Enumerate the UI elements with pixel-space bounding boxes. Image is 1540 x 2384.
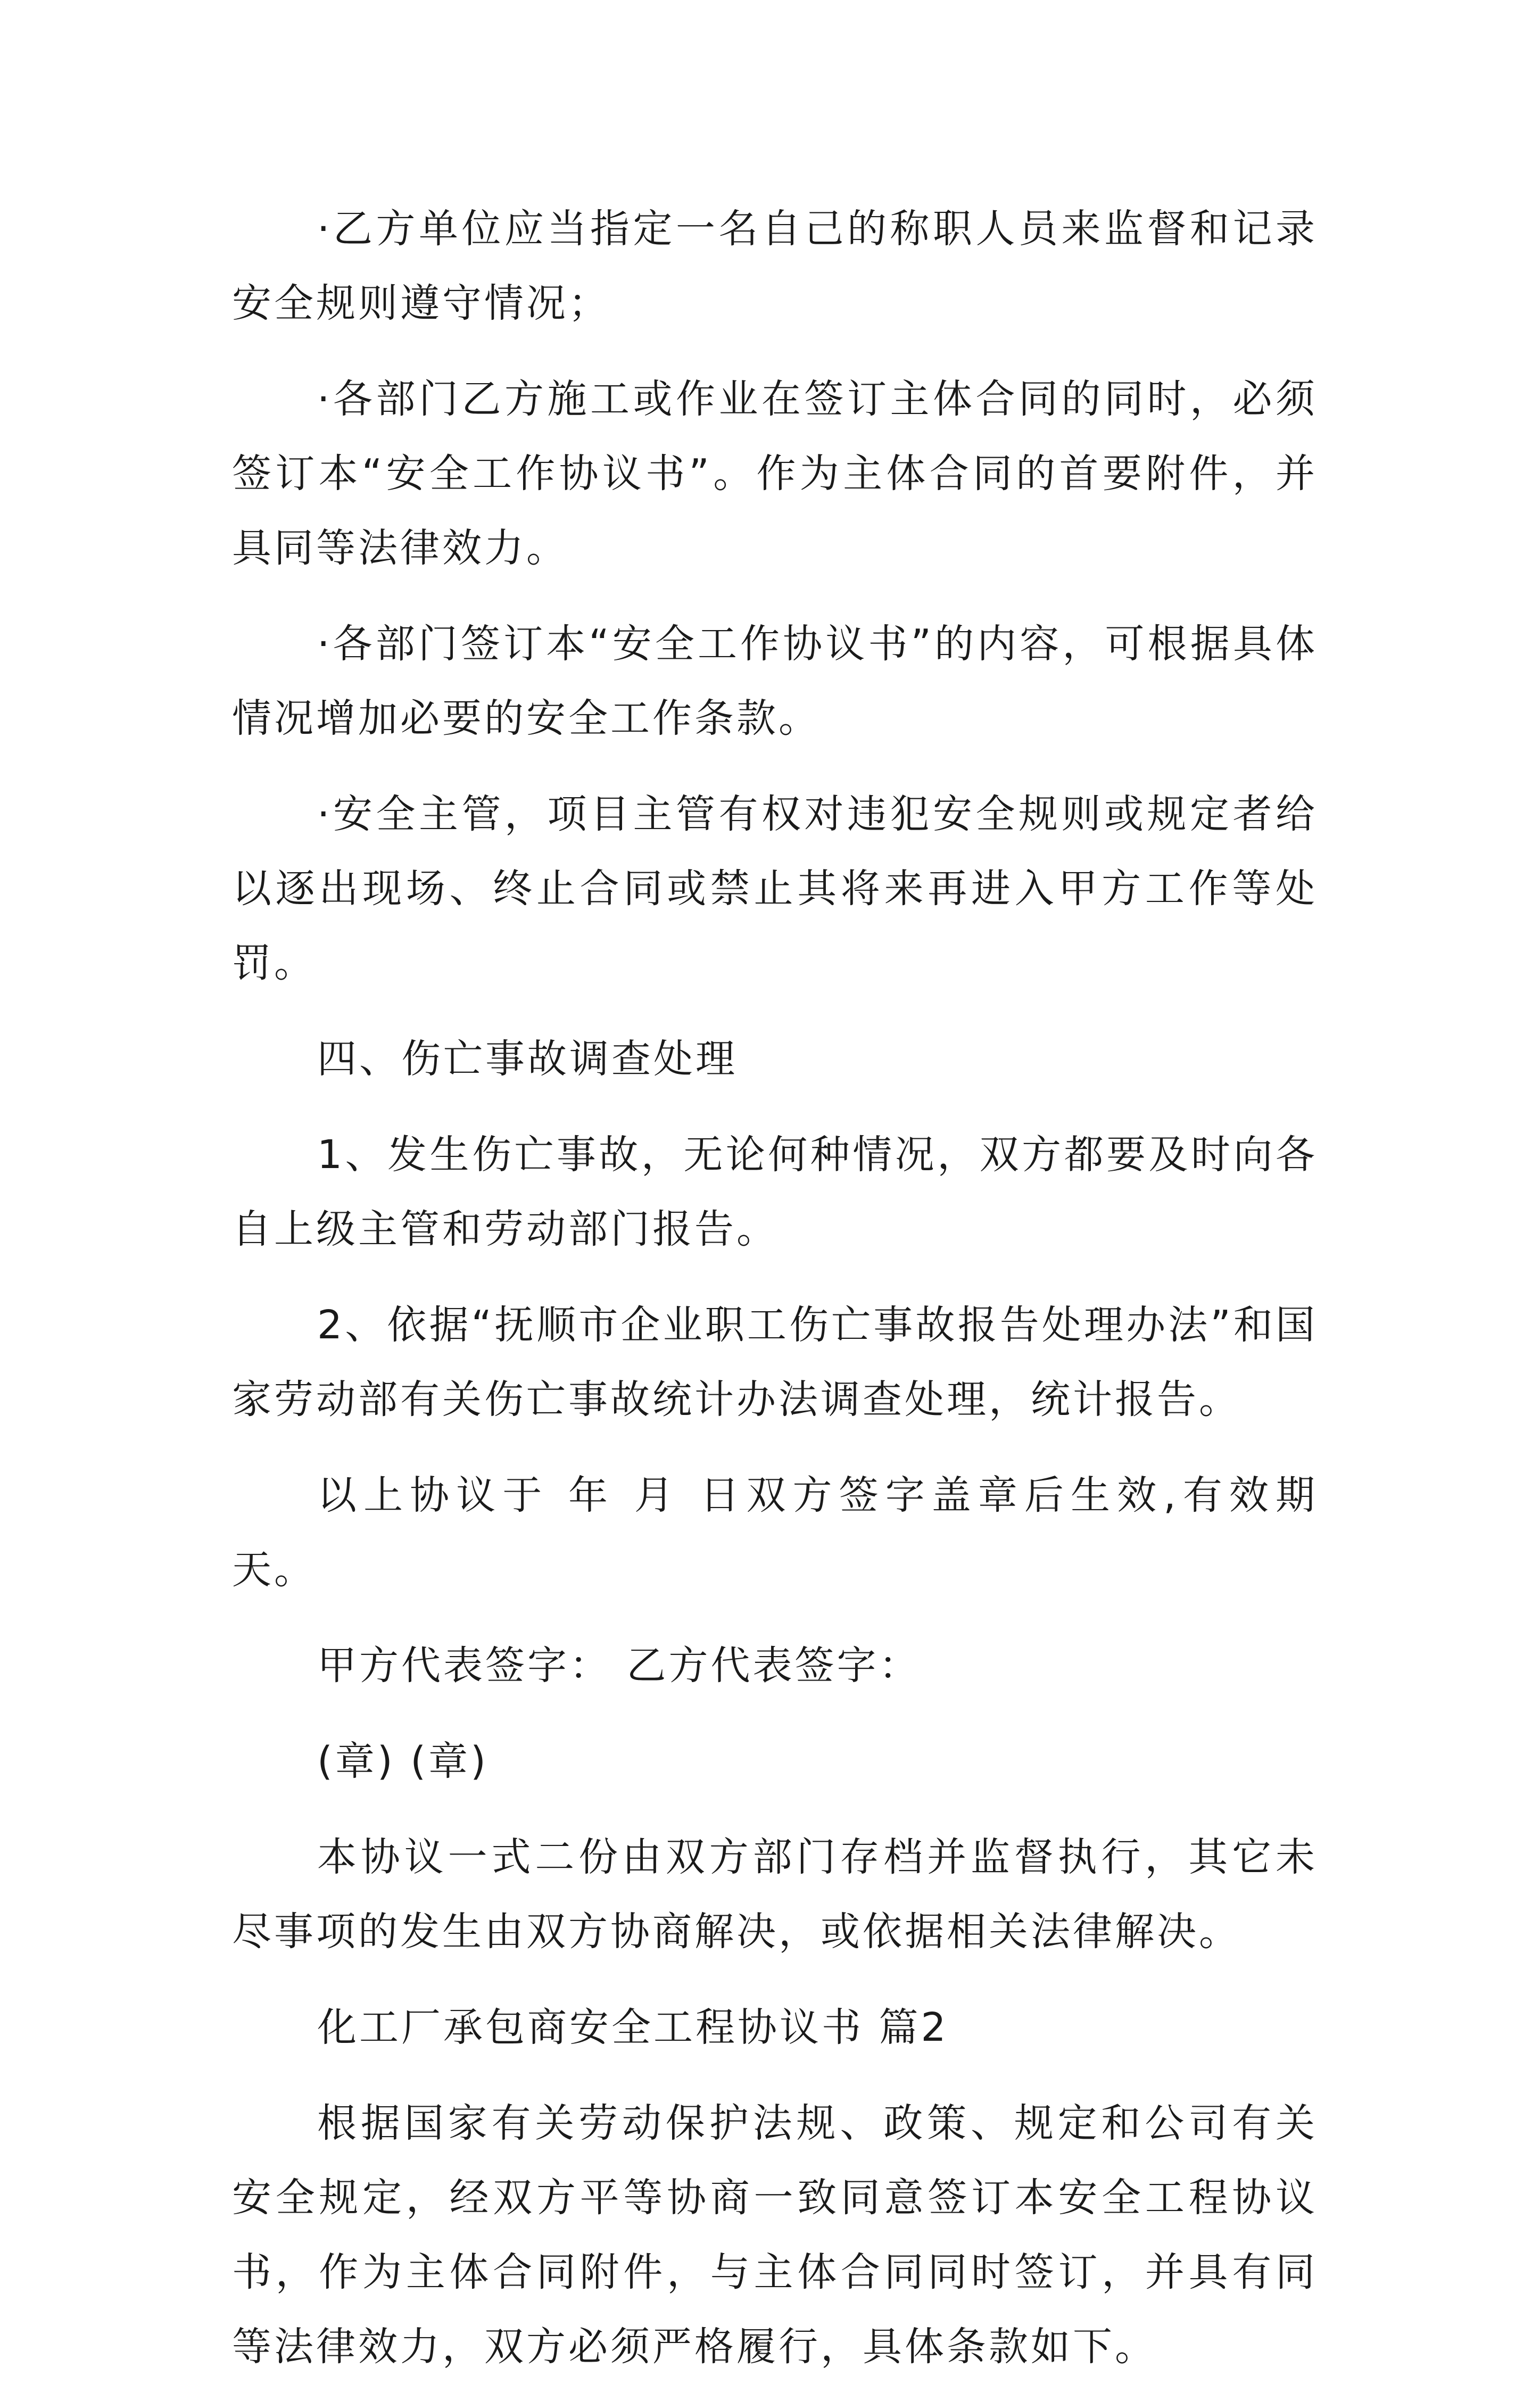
section-title-part-2: 化工厂承包商安全工程协议书 篇2 [317,2005,949,2050]
paragraph-designate-supervisor: ·乙方单位应当指定一名自己的称职人员来监督和记录安全规则遵守情况； [232,206,1318,326]
seal-line: (章) (章) [317,1739,489,1784]
paragraph-add-terms: ·各部门签订本“安全工作协议书”的内容，可根据具体情况增加必要的安全工作条款。 [232,621,1318,741]
paragraph-part-2-intro: 根据国家有关劳动保护法规、政策、规定和公司有关安全规定，经双方平等协商一致同意签订本安全工程协议书，作为主体合同附件，与主体合同同时签订，并具有同等法律效力，双方必须严格履行，具体条款如下。 [232,2100,1318,2370]
paragraph-report-accident: 1、发生伤亡事故，无论何种情况，双方都要及时向各自上级主管和劳动部门报告。 [232,1132,1318,1252]
paragraph-effective-date: 以上协议于 年 月 日双方签字盖章后生效,有效期 天。 [232,1472,1318,1593]
signature-line: 甲方代表签字： 乙方代表签字： [317,1643,921,1688]
paragraph-copies: 本协议一式二份由双方部门存档并监督执行，其它未尽事项的发生由双方协商解决，或依据相关法律解决。 [232,1834,1318,1955]
paragraph-penalties: ·安全主管，项目主管有权对违犯安全规则或规定者给以逐出现场、终止合同或禁止其将来再进入甲方工作等处罚。 [232,791,1318,986]
document-body [232,192,1318,2384]
paragraph-investigation-basis: 2、依据“抚顺市企业职工伤亡事故报告处理办法”和国家劳动部有关伤亡事故统计办法调查处理，统计报告。 [232,1302,1318,1422]
section-heading-accident-investigation: 四、伤亡事故调查处理 [317,1036,738,1082]
paragraph-sign-agreement: ·各部门乙方施工或作业在签订主体合同的同时，必须签订本“安全工作协议书”。作为主体合同的首要附件，并具同等法律效力。 [232,376,1318,571]
